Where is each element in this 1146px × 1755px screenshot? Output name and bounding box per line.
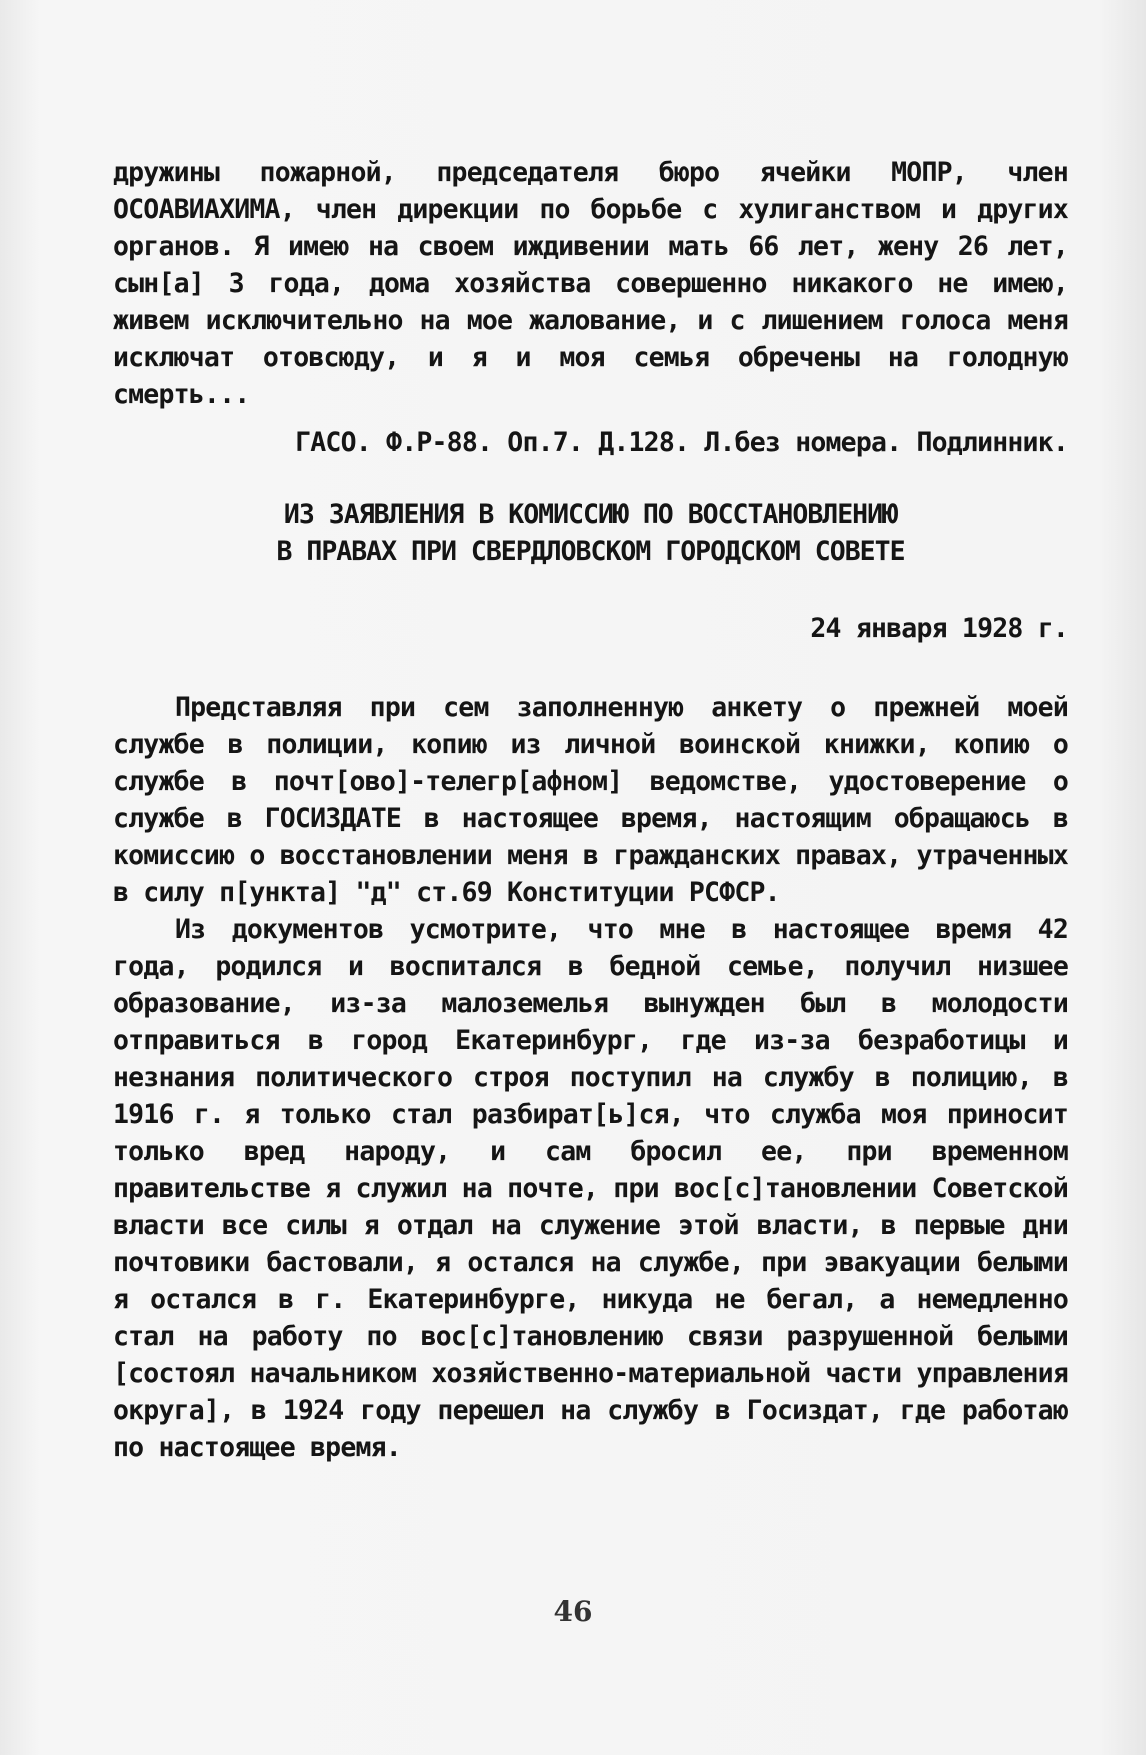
paragraph-2: Из документов усмотрите, что мне в настоящее время 42 года, родился и воспитался в бедной семье, получил низшее образование, из-за малоземелья вынужден был в молодости отправиться в город Екатеринбург, где из-за безработицы и незнания политического строя поступил на службу в полицию, в 1916 г. я только стал разбират[ь]ся, что служба моя приносит только вред народу, и сам бросил ее, при временном правительстве я служил на почте, при вос[с]тановлении Советской власти все силы я отдал на служение этой власти, в первые дни почтовики бастовали, я остался на службе, при эвакуации белыми я остался в г. Екатеринбурге, никуда не бегал, а немедленно стал на работу по вос[с]тановлению связи разрушенной белыми [состоял начальником хозяйственно-материальной части управления округа], в 1924 году перешел на службу в Госиздат, где работаю по настоящее время. [113,914,1068,1463]
document-heading [113,496,1068,570]
opening-text-block [113,154,1068,413]
archive-source-reference: ГАСО. Ф.Р-88. Оп.7. Д.128. Л.без номера. Подлинник. [295,427,1068,458]
document-date: 24 января 1928 г. [810,613,1068,644]
paragraph-1: Представляя при сем заполненную анкету о прежней моей службе в полиции, копию из личной воинской книжки, копию о службе в почт[ово]-телегр[афном] ведомстве, удостоверение о службе в ГОСИЗДАТЕ в настоящее время, настоящим обращаюсь в комиссию о восстановлении меня в гражданских правах, утраченных в силу п[ункта] "д" ст.69 Конституции РСФСР. [113,692,1068,908]
main-text-block [113,689,1068,1466]
heading-line-2: В ПРАВАХ ПРИ СВЕРДЛОВСКОМ ГОРОДСКОМ СОВЕТЕ [276,536,905,567]
opening-paragraph: дружины пожарной, председателя бюро ячейки МОПР, член ОСОАВИАХИМА, член дирекции по борьбе с хулиганством и других органов. Я имею на своем иждивении мать 66 лет, жену 26 лет, сын[а] 3 года, дома хозяйства совершенно никакого не имею, живем исключительно на мое жалование, и с лишением голоса меня исключат отовсюду, и я и моя семья обречены на голодную смерть... [113,157,1068,410]
heading-line-1: ИЗ ЗАЯВЛЕНИЯ В КОМИССИЮ ПО ВОССТАНОВЛЕНИЮ [283,499,898,530]
page-number: 46 [553,1595,593,1628]
